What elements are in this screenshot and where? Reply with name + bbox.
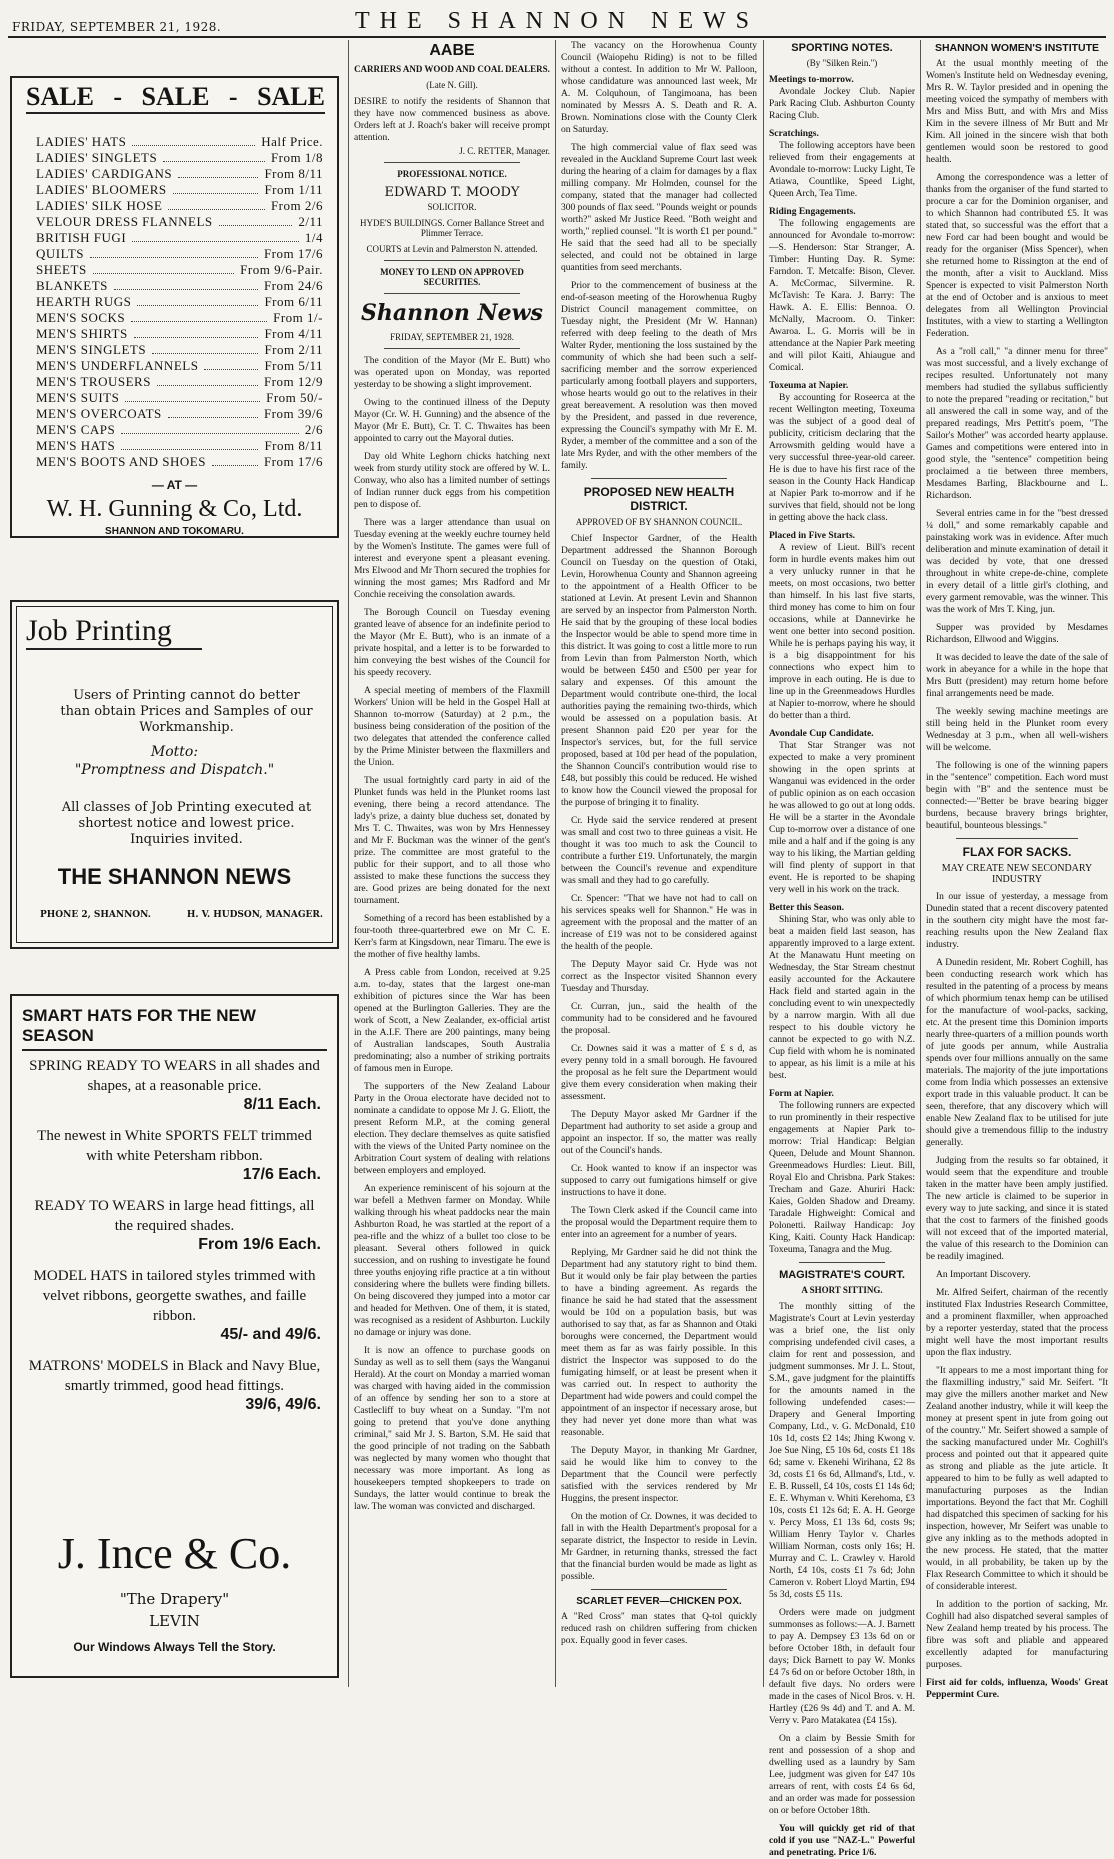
leader-dots (114, 278, 258, 290)
riding-head: Riding Engagements. (769, 207, 856, 217)
meetings-head: Meetings to-morrow. (769, 75, 854, 85)
sale-item-name: LADIES' CARDIGANS (36, 166, 173, 181)
sporting-byline: (By "Silken Rein.") (806, 58, 878, 68)
column-5 (926, 40, 1108, 1700)
job-printing-line2: All classes of Job Printing executed at shortest notice and lowest price. Inquiries invited. (61, 800, 312, 847)
gunning-firm-name: W. H. Gunning & Co, Ltd. (46, 496, 303, 522)
news-paragraph: The Deputy Mayor, in thanking Mr Gardner, said he would like him to convey to the Department that the Council were perfectly satisfied with the services rendered by Mr Huggins, the present inspector. (561, 1446, 757, 1504)
sale-item (36, 390, 323, 406)
hat-item-price: 17/6 Each. (242, 1166, 321, 1183)
shannon-news-banner: THE SHANNON NEWS (57, 864, 292, 889)
sale-item-price: 2/6 (304, 422, 323, 437)
column-4 (769, 40, 915, 1858)
sale-item-name: QUILTS (36, 246, 85, 261)
job-printing-title: Job Printing (26, 614, 202, 650)
sale-item (36, 182, 323, 198)
hat-item-text: SPRING READY TO WEARS in all shades and shapes, at a reasonable price. (29, 1058, 320, 1094)
form-body: The following runners are expected to run prominently in their respective engagements at Napier Park to-morrow: Trial Handicap: Belgian Queen, Delude and Mount Shannon. Greenmeadows Hurdles: Lieut. Bill, Royal Elo and Chrisbna. Park Stakes: Trecham and Gaze. Ahuriri Hack: Kaies, Golden Shadow and Dreamy. Taradale Highweight: Comical and Polonetti. Railway Handicap: Joy King, Kaiti. County Hack Handicap: Toxeuma, Tanagra and the Mug. (769, 1101, 915, 1255)
nazl-ad: You will quickly get rid of that cold if you use "NAZ-L." Powerful and penetrating. Price 1/6. (769, 1824, 915, 1858)
news-paragraph: Owing to the continued illness of the Deputy Mayor (Cr. W. H. Gunning) and the absence of the Mayor (Mr E. Butt), Cr. T. C. Thwaites has been appointed to carry out the Mayoral duties. (354, 398, 550, 444)
womens-institute-title: SHANNON WOMEN'S INSTITUTE (934, 42, 1100, 54)
scarlet-fever-title: SCARLET FEVER—CHICKEN POX. (576, 1596, 742, 1607)
flax-subtitle: MAY CREATE NEW SECONDARY INDUSTRY (941, 863, 1093, 885)
leader-dots (204, 358, 258, 370)
court-body-3: On a claim by Bessie Smith for rent and possession of a shop and dwelling used as a laundry by Sam Lee, judgment was given for £47 10s arrears of rent, with costs £4 6s 6d, and an order was made for possession on or before October 18th. (769, 1734, 915, 1816)
leader-dots (121, 438, 258, 450)
sale-item-name: MEN'S SHIRTS (36, 326, 128, 341)
news-paragraph: A special meeting of members of the Flaxmill Workers' Union will be held in the Gospel Hall at Shannon to-morrow (Saturday) at 2 p.m., the business being consideration of the position of the two delegates that attended the conference called by the Prime Minister between the flaxmillers and the Union. (354, 686, 550, 768)
leader-dots (121, 422, 299, 434)
news-paragraph: The usual fortnightly card party in aid of the Plunket funds was held in the Plunket rooms last evening, there being a record attendance. The lady's prize, a dainty blue duchess set, donated by Mrs T. C. Thwaites, was won by Mrs Hennessey and Mr F. Buckman was the winner of the gent's prize. The committee are most grateful to the public for their support, and to all those who assisted to make these functions the success they are. Good prizes are being donated for the next tournament. (354, 776, 550, 906)
sale-item (36, 134, 323, 150)
sale-item-name: BRITISH FUGI (36, 230, 127, 245)
news-paragraph: The weekly sewing machine meetings are still being held in the Plunket room every Wednesday at 3 p.m., when all well-wishers will be welcome. (926, 707, 1108, 753)
sale-item (36, 422, 323, 438)
sale-item-name: VELOUR DRESS FLANNELS (36, 214, 213, 229)
magistrates-court-subtitle: A SHORT SITTING. (801, 1285, 883, 1295)
news-paragraph: A Press cable from London, received at 9.25 a.m. to-day, states that the largest one-man exhibition of pictures since the War has been opened at the Burlington Galleries. They are the work of Scott, a New Zealander, ex-official artist in the A.I.F. There are 200 paintings, many being of Australian landscapes, South Australia predominating; also a number of striking portraits of famous men in Europe. (354, 968, 550, 1074)
sale-item (36, 262, 323, 278)
leader-dots (137, 294, 258, 306)
news-paragraph: The Deputy Mayor asked Mr Gardner if the Department had authority to set aside a group and appoint an inspector. If so, the matter was really out of the Council's hands. (561, 1110, 757, 1156)
sale-item-name: MEN'S HATS (36, 438, 116, 453)
job-printing-line1: Users of Printing cannot do better than obtain Prices and Samples of our Workmanship. (60, 688, 313, 735)
news-paragraph: A Dunedin resident, Mr. Robert Coghill, has been conducting research work which has resulted in the patenting of a process by means of which phormium tenax hemp can be utilised for the manufacture of wool-packs, sacking, etc. At the present time this Dominion imports nearly three-quarters of a million pounds worth of jute goods per annum, while Australia spends over four millions annually on the same materials. The majority of the jute importations come from India which possesses an extensive export trade in this valuable product. It can be seen, therefore, that any discovery which will enable New Zealand flax to be utilised for jute should give a tremendous fillip to the industry generally. (926, 958, 1108, 1148)
sale-item-name: LADIES' BLOOMERS (36, 182, 167, 197)
placed-body: A review of Lieut. Bill's recent form in hurdle events makes him out a very unlucky runner in that he meets, on most occasions, two better than himself. In his last five starts, third money has come to him on four occasions, while at Dannevirke he went one better into second position. While he is perhaps paying his way, it is a big disappointment for his connections who expect him to improve in each outing. He is due to line up in the Greenmeadows Hurdles at Napier to-morrow, where he should do better than a third. (769, 543, 915, 721)
leader-dots (212, 454, 258, 466)
editorial-date: FRIDAY, SEPTEMBER 21, 1928. (389, 332, 515, 342)
hat-item (28, 1356, 321, 1414)
better-head: Better this Season. (769, 903, 845, 913)
local-news (354, 355, 550, 1513)
hats-list (28, 1056, 321, 1426)
leader-dots (168, 198, 265, 210)
sale-item-price: From 17/6 (263, 454, 323, 469)
sale-item-name: LADIES' SINGLETS (36, 150, 158, 165)
news-paragraph: It was decided to leave the date of the sale of work in abeyance for a while in the hope that Mrs Butt (president) may return home before final arrangements need be made. (926, 653, 1108, 699)
leader-dots (131, 310, 267, 322)
column-2 (354, 40, 550, 1687)
motto-label: Motto: (150, 744, 199, 760)
news-paragraph: In addition to the portion of sacking, Mr. Coghill had also dispatched several samples of New Zealand hemp treated by his process. The fibre was soft and pliable and appeared excellently adapted for manufacturing purposes. (926, 1600, 1108, 1670)
sale-item (36, 294, 323, 310)
toxeuma-body: By accounting for Roseerca at the recent Wellington meeting, Toxeuma was the subject of a good deal of publicity, criticism declaring that the Arrowsmith gelding would have a very successful three-year-old career. He is due to have his first race of the season in the County Hack Handicap at Napier Park to-morrow and if he survives that field, should not be long in getting above the hack class. (769, 393, 915, 523)
solicitor-role: SOLICITOR. (427, 202, 477, 212)
news-paragraph: Prior to the commencement of business at the end-of-season meeting of the Horowhenua Rugby District Council management committee, on Tuesday night, the President (Mr W. Hannan) referred with deep feeling to the death of Mrs Walter Ryder, mentioning the loss sustained by the community of which she had been such a self-sacrificing member and the sorrow experienced particularly among football players and supporters, whose hearts would go out to the relatives in their great bereavement. A resolution was then moved by the President, and passed in due reverence, expressing the Council's sympathy with Mr E. M. Ryder, a member of the committee and a son of the late Mrs Ryder, and with the other members of the family. (561, 281, 757, 471)
scratchings-head: Scratchings. (769, 129, 819, 139)
news-paragraph: Chief Inspector Gardner, of the Health Department addressed the Shannon Borough Council on Tuesday on the question of Otaki, Levin, Horowhenua County and Shannon agreeing to the appointment of a Health Officer to be stationed at Levin. At present Levin and Shannon are served by an inspector from Palmerston North. He said that by the grouping of these local bodies the Inspector would be able to spend more time in this district. It was going to cost a little more to run from Levin than from Palmerston North, which would be between £450 and £500 per year for salary and expenses. Of this amount the Department would contribute one-third, the local authorities paying the remaining two-thirds, which would be assessed on a population basis. At present Shannon paid £20 per year for the Inspector's services, but, for the full service proposed, based at 10d per head of the population, the Shannon Council's contribution would rise to £48, but possibly this could be reduced. He wished to know how the Council viewed the proposal for the purpose of bringing it to finality. (561, 534, 757, 808)
news-paragraph: In our issue of yesterday, a message from Dunedin stated that a recent discovery patented in the southern city might have the most far-reaching results upon the New Zealand flax industry. (926, 892, 1108, 950)
aabe-body: DESIRE to notify the residents of Shannon that they have now commenced business as above. Orders left at J. Roach's baker will receive prompt attention. (354, 97, 550, 143)
sale-item-price: 1/4 (304, 230, 323, 245)
health-district-article (561, 533, 757, 1583)
sale-item-price: From 50/- (266, 390, 323, 405)
sale-item (36, 358, 323, 374)
news-paragraph: Several entries came in for the "best dressed ¼ doll," and some remarkably capable and painstaking work was in evidence. After much deliberation and minute examination of detail it was decided by vote, that one dressed throughout in white crepe-de-chine, complete in every detail of a little girl's clothing, and every garment removable, was the winner. This was the work of Mrs T. King, jun. (926, 509, 1108, 615)
sale-item (36, 214, 323, 230)
hat-item (28, 1196, 321, 1254)
health-district-title: PROPOSED NEW HEALTH DISTRICT. (583, 485, 735, 513)
news-paragraph: The condition of the Mayor (Mr E. Butt) who was operated upon on Monday, was reported yesterday to be showing a slight improvement. (354, 356, 550, 390)
cup-head: Avondale Cup Candidate. (769, 729, 874, 739)
leader-dots (132, 134, 255, 146)
news-paragraph: Supper was provided by Mesdames Richardson, Ellwood and Wiggins. (926, 623, 1108, 645)
news-paragraph: Judging from the results so far obtained, it would seem that the expenditure and trouble taken in the matter have been amply justified. The new article is claimed to be superior in every way to jute sacking, and since it is stated that the cost to farmers of the finished goods will not exceed that of the imported material, the value of this research to the Dominion can be readily imagined. (926, 1156, 1108, 1262)
sale-item-name: LADIES' HATS (36, 134, 127, 149)
smart-hats-ad (10, 994, 339, 1678)
sale-item (36, 198, 323, 214)
news-paragraph: There was a larger attendance than usual on Tuesday evening at the weekly euchre tourney held by the Women's Institute. The games were full of interest and everyone spent a pleasant evening. Mrs Elwood and Mr Thorn secured the trophies for winning the most games; Mrs Radford and Mr Conchie receiving the consolation awards. (354, 518, 550, 600)
sale-item-name: MEN'S SUITS (36, 390, 120, 405)
news-paragraph: Cr. Spencer: "That we have not had to call on his services speaks well for Shannon." He was in agreement with the proposal and the matter of an increase of £19 was not to be considered against the health of the people. (561, 894, 757, 952)
sale-item-price: From 8/11 (264, 166, 323, 181)
masthead (8, 4, 1106, 38)
magistrates-court-title: MAGISTRATE'S COURT. (779, 1269, 905, 1281)
sale-item-price: From 1/8 (270, 150, 323, 165)
leader-dots (125, 390, 260, 402)
council-news (561, 40, 757, 472)
sale-item-price: From 9/6-Pair. (240, 262, 323, 277)
sale-item (36, 150, 323, 166)
news-paragraph: Day old White Leghorn chicks hatching next week from sturdy utility stock are offered by W. L. Conway, who also has a limited number of settings of Indian runner duck eggs from his competition pen to dispose of. (354, 452, 550, 510)
news-paragraph: Cr. Hyde said the service rendered at present was small and cost two to three guineas a visit. He thought it was too much to ask the Council to contribute a further £19. Unfortunately, the margin between the Council's revenue and expenditure was small and they had to go carefully. (561, 816, 757, 886)
leader-dots (134, 326, 259, 338)
news-paragraph: Cr. Curran, jun., said the health of the community had to be considered and he favoured the proposal. (561, 1002, 757, 1036)
sale-item (36, 454, 323, 470)
health-district-subtitle: APPROVED OF BY SHANNON COUNCIL. (575, 517, 743, 527)
smart-hats-title: SMART HATS FOR THE NEW SEASON (22, 1006, 327, 1051)
flax-title: FLAX FOR SACKS. (962, 845, 1072, 859)
form-head: Form at Napier. (769, 1089, 834, 1099)
sale-item (36, 278, 323, 294)
sale-item-name: MEN'S TROUSERS (36, 374, 151, 389)
hat-item (28, 1056, 321, 1114)
hat-item-price: 39/6, 49/6. (245, 1396, 321, 1413)
solicitor-courts: COURTS at Levin and Palmerston N. attended. (366, 244, 538, 254)
ince-firm-name: J. Ince & Co. (57, 1529, 292, 1578)
column-3 (561, 40, 757, 1687)
sale-word: SALE (141, 82, 210, 111)
news-paragraph: Cr. Hook wanted to know if an inspector was supposed to carry out fumigations himself or give instructions to have it done. (561, 1164, 757, 1198)
news-paragraph: At the usual monthly meeting of the Women's Institute held on Wednesday evening, Mrs R. W. Taylor presided and in opening the meeting voiced the sympathy of members with Mrs and Miss Butt, and with Mrs and Miss Kim in the severe illness of Mr Butt and Mr Kim. All joined in the sincere wish that both gentlemen would soon be restored to good health. (926, 59, 1108, 165)
ince-tagline: "The Drapery" (119, 1590, 230, 1608)
leader-dots (93, 262, 234, 274)
sale-ad (10, 76, 339, 538)
sale-item (36, 374, 323, 390)
cup-body: That Star Stranger was not expected to make a very prominent showing in the open sprints at Wanganui was evidenced in the order of public opinion as on each occasion he was allowed to go out at long odds. He will be a starter in the Avondale Cup to-morrow over a distance of one mile and a half and if the going is any way to his liking, the Martian gelding will find plenty of support in that event. He is reported to be shaping very well in his work on the track. (769, 741, 915, 895)
sale-item (36, 438, 323, 454)
news-paragraph: Replying, Mr Gardner said he did not think the Department had any statutory right to bind them. But it would only be fair play between the parties to have a binding agreement. As regards the finance he said he had stated that the assessment would be 10d on a population basis, but was authorised to say that, as far as Shannon and Otaki boroughs were concerned, the Department would meet them as far as was fairly possible. In this district the Inspector was supposed to do the fumigating himself, or at least be present when it was carried out. In respect to authority the Department had wide powers and could compel the appointment of an inspector if necessary arose, but they had never yet done more than what was reasonable. (561, 1248, 757, 1438)
womens-institute-article (926, 58, 1108, 832)
sale-item-price: From 2/6 (270, 198, 323, 213)
sale-item-price: From 12/9 (263, 374, 323, 389)
sale-item-price: 2/11 (298, 214, 323, 229)
news-paragraph: The Borough Council on Tuesday evening granted leave of absence for an indefinite period to the Mayor (Mr E. Butt), who is an inmate of a private hospital, and a letter is to be forwarded to him conveying the best wishes of the Council for his speedy recovery. (354, 608, 550, 678)
solicitor-address: HYDE'S BUILDINGS. Corner Ballance Street and Plimmer Terrace. (359, 218, 545, 238)
sale-item (36, 230, 323, 246)
sale-item (36, 310, 323, 326)
sale-item (36, 166, 323, 182)
scratchings: The following acceptors have been relieved from their engagements at Avondale to-morrow: Lucky Light, Te Atiawa, Countlike, Speed Light, Queen Arch, Tea Time. (769, 141, 915, 199)
job-printing-ad (10, 600, 339, 949)
sale-item-price: From 8/11 (264, 438, 323, 453)
leader-dots (90, 246, 258, 258)
manager-name: H. V. HUDSON, MANAGER. (186, 910, 323, 920)
sale-dash: - (113, 82, 123, 111)
sale-item-price: From 39/6 (263, 406, 323, 421)
aabe-title: AABE (429, 42, 475, 59)
sale-item (36, 326, 323, 342)
sale-item-name: MEN'S SINGLETS (36, 342, 147, 357)
sale-item-price: From 17/6 (263, 246, 323, 261)
at-label: — AT — (151, 478, 198, 492)
aabe-late: (Late N. Gill). (426, 80, 478, 90)
hat-item (28, 1126, 321, 1184)
sale-item-name: LADIES' SILK HOSE (36, 198, 163, 213)
news-paragraph: The following is one of the winning papers in the "sentence" competition. Each word must begin with "B" and the sentence must be connected:—"Better be brave bearing bigger burdens, because bravery brings brighter, beautiful, bounteous blessings." (926, 761, 1108, 831)
hat-item-text: MODEL HATS in tailored styles trimmed with velvet ribbons, georgette swathes, and faille ribbon. (33, 1268, 316, 1324)
solicitor-name: EDWARD T. MOODY (384, 185, 520, 200)
ince-town: LEVIN (149, 1612, 200, 1630)
meetings: Avondale Jockey Club. Napier Park Racing Club. Ashburton County Racing Club. (769, 87, 915, 121)
riding-engagements: The following engagements are announced for Avondale to-morrow:—S. Henderson: Star Stranger, A. Timber: Hunting Day. R. Syme: Farndon. T. Metcalfe: Bison, Clever. A. McCormac, Silvermine. R. McTavish: Te Kara. J. Barry: The Hawk. A. E. Ellis: Bennoa. O. McNally, Macroom. O. Tinker: Awaroa. L. G. Morris will be in attendance at the Napier Park meeting and will pilot Kaiti, Ahiaugue and Comical. (769, 219, 915, 373)
news-paragraph: It is now an offence to purchase goods on Sunday as well as to sell them (says the Wanganui Herald). At the court on Monday a married woman was charged with having aided in the commission of an offence by sending her son to a store at Castlecliff to buy wheat on a Sunday. "I'm not going to pretend that you've done anything criminal," said Mr J. S. Barton, S.M. He said that the good principle of not trading on the Sabbath was neglected by many women who thought that necessary was more important. As long as housekeepers tempted shopkeepers to trade on Sundays, the latter would continue to break the law. The woman was convicted and discharged. (354, 1346, 550, 1512)
peppermint-cure-ad: First aid for colds, influenza, Woods' Great Peppermint Cure. (926, 1678, 1108, 1700)
hat-item-text: The newest in White SPORTS FELT trimmed with white Petersham ribbon. (37, 1128, 312, 1164)
better-body: Shining Star, who was only able to beat a maiden field last season, has apparently improved to a large extent. At the Manawatu Hunt meeting on Wednesday, the Star Stream chestnut easily accounted for the Ackautere Hack field and started again in the concluding event to win unexpectedly by a narrow margin. With all due respect to his double victory he cannot be expected to go with N.Z. Cup field with whom he is nominated to appear, as his limit is a mile at his best. (769, 915, 915, 1081)
sale-item-name: HEARTH RUGS (36, 294, 132, 309)
sale-item-name: BLANKETS (36, 278, 108, 293)
hat-item-price: 45/- and 49/6. (220, 1326, 321, 1343)
leader-dots (132, 230, 299, 242)
leader-dots (152, 342, 258, 354)
gunning-location: SHANNON AND TOKOMARU. (105, 526, 244, 537)
leader-dots (157, 374, 258, 386)
sale-item-name: MEN'S CAPS (36, 422, 116, 437)
sale-word: SALE (257, 82, 325, 111)
professional-notice-head: PROFESSIONAL NOTICE. (397, 169, 507, 179)
sale-item-price: Half Price. (261, 134, 323, 149)
placed-head: Placed in Five Starts. (769, 531, 856, 541)
leader-dots (219, 214, 293, 226)
sporting-notes-title: SPORTING NOTES. (791, 42, 893, 54)
sale-price-list (36, 134, 323, 470)
court-body-1: The monthly sitting of the Magistrate's Court at Levin yesterday was a brief one, the list only comprising undefended civil cases, a claim for rent and possession, and judgment summonses. Mr J. L. Stout, S.M., gave judgment for the plaintiffs for the amounts named in the following undefended cases:—Drapery and General Importing Company, Ltd., v. G. McDonald, £10 10s 1d, costs £2 14s; Jhing Kwong v. Joe Sue Ning, £5 10s 6d, costs £1 18s 6d; same v. Ekenehi Wirihana, £2 8s 3d, costs £1 6s 6d, Allmand's, Ltd., v. E. B. Russell, £4 10s, costs £1 14s 6d; E. E. Whyman v. Whiti Kerehoma, £3 10s, costs £1 12s 6d; E. A. H. George v. Percy Moss, £1 13s 6d, costs 9s; William Henry Taylor v. Charles William Norman, costs only 16s; H. Murray and C. L. Crawley v. Harold North, £4 10s, costs £1 7s 6d; John Cameron v. Robert Lloyd Martin, £94 5s 3d, costs £5 11s. (769, 1302, 915, 1600)
money-to-lend: MONEY TO LEND ON APPROVED SECURITIES. (380, 267, 524, 287)
aabe-subtitle: CARRIERS AND WOOD AND COAL DEALERS. (354, 64, 550, 74)
paper-title: THE SHANNON NEWS (355, 8, 759, 34)
news-paragraph: An Important Discovery. (936, 1270, 1031, 1280)
leader-dots (178, 166, 258, 178)
news-paragraph: "It appears to me a most important thing for the flaxmilling industry," said Mr. Seifert. "It may give the millers another market and New Zealand another industry, while it will keep the money at present spent in jute from going out of the country." Mr. Seifert showed a sample of the sacking manufactured under Mr. Coghill's process and pointed out that it appeared quite as strong and pliable as the jute article. It appeared to him to be fully as well adapted to manufacturing purposes as the Indian importations. Beyond the fact that Mr. Coghill had dispatched this specimen of sacking for his inspection, however, Mr Seifert was unable to give any inkling as to the methods adopted in the new process. He stated, that the matter would, in all probability, be taken up by the Flax Research Committee to which it should be of considerable interest. (926, 1366, 1108, 1592)
shannon-news-nameplate: Shannon News (361, 300, 543, 326)
hat-item-text: READY TO WEARS in large head fittings, all the required shades. (34, 1198, 315, 1234)
leader-dots (168, 406, 258, 418)
phone-number: PHONE 2, SHANNON. (40, 910, 151, 920)
news-paragraph: As a "roll call," "a dinner menu for three" was most successful, and a lively exchange of recipes resulted. Unfortunately not many members had studied the syllabus sufficiently to note the prepared "reading or recitation," but all answered the call in some way, and of the prepared readings, Mrs Pettitt's poem, "The Sailor's Mother" was accorded hearty applause. Games and competitions were entered into in good style, the "sentence" competition being proclaimed a tie between three members, Mesdames Barling, Blackbourne and L. Richardson. (926, 347, 1108, 501)
sale-dash: - (228, 82, 238, 111)
hat-item (28, 1266, 321, 1344)
sale-item (36, 246, 323, 262)
sale-item (36, 406, 323, 422)
news-paragraph: An experience reminiscent of his sojourn at the war befell a Methven farmer on Monday. While walking through his wheat paddocks near the main Ashburton Road, he was startled at the report of a pea-rifle and the whizz of a bullet too close to be pleasant. Several others followed in quick succession, and on rushing to investigate he found three youths enjoying rifle practice at a tin without considering where the bullets were finding billets. On being discovered they jumped into a motor car and headed for Methven. One of them, it is stated, was recognised as a resident of Ashburton. Luckily no damage or injury was done. (354, 1184, 550, 1338)
news-paragraph: Cr. Downes said it was a matter of £ s d, as every penny told in a small borough. He favoured the proposal as he felt sure the Department would give them every consideration when making their assessment. (561, 1044, 757, 1102)
news-paragraph: The Town Clerk asked if the Council came into the proposal would the Department require them to enter into an agreement for a number of years. (561, 1206, 757, 1240)
sale-item-price: From 4/11 (264, 326, 323, 341)
sale-item-price: From 1/- (273, 310, 323, 325)
news-paragraph: The Deputy Mayor said Cr. Hyde was not correct as the Inspector visited Shannon every Tuesday and Thursday. (561, 960, 757, 994)
sale-item-price: From 1/11 (264, 182, 323, 197)
sale-item-name: MEN'S UNDERFLANNELS (36, 358, 199, 373)
sale-word: SALE (26, 82, 94, 111)
sale-item (36, 342, 323, 358)
motto: "Promptness and Dispatch." (74, 762, 275, 778)
flax-article (926, 891, 1108, 1671)
news-paragraph: The vacancy on the Horowhenua County Council (Waiopehu Riding) is not to be filled without a contest. In addition to Mr W. Palloon, whose candidature was announced last week, Mr A. M. Colquhoun, of Tangimoana, has been nominated by Messrs A. S. Death and R. A. Brown. Nominations close with the County Clerk on Saturday. (561, 41, 757, 135)
toxeuma-head: Toxeuma at Napier. (769, 381, 849, 391)
hat-item-price: 8/11 Each. (243, 1096, 321, 1113)
aabe-signature: J. C. RETTER, Manager. (459, 146, 550, 156)
news-paragraph: Something of a record has been established by a four-tooth three-quarterbred ewe on Mr C. E. Kerr's farm at Kingsdown, near Timaru. The ewe is the mother of five healthy lambs. (354, 914, 550, 960)
news-paragraph: Among the correspondence was a letter of thanks from the organiser of the fund started to procure a car for the Dominion organiser, and to which Shannon had contributed £5. It was stated that, so successful was the effort that a new Ford car had been bought and would be ready for the organiser (Miss Spencer), when she returned home to Rissington at the end of the month, after a visit to Auckland. Miss Spencer is expected to visit Palmerston North at the end of October and is anxious to meet delegates from all Wellington Provincial Institutes, with a view to starting a Wellington Federation. (926, 173, 1108, 339)
news-paragraph: On the motion of Cr. Downes, it was decided to fall in with the Health Department's proposal for a separate district, the Inspector to reside in Levin. Mr Gardner, in returning thanks, stressed the fact that the financial burden would be made as light as possible. (561, 1512, 757, 1582)
news-paragraph: Mr. Alfred Seifert, chairman of the recently instituted Flax Industries Research Committee, and a prominent flaxmiller, when approached by a reporter yesterday, stated that the process might well have the most important results upon the flax industry. (926, 1288, 1108, 1358)
sale-item-name: SHEETS (36, 262, 87, 277)
leader-dots (173, 182, 259, 194)
leader-dots (163, 150, 265, 162)
court-body-2: Orders were made on judgment summonses as follows:—A. J. Barnett to pay A. Dempsey £3 13s 6d on or before October 18th, in default four days; Dick Barnett to pay W. Monks £4 7s 6d on or before October 18th, in default five days. No orders were made in the cases of Nicol Bros. v. H. Hartley (£26 9s 4d) and T. and A. M. Verry v. Paro Matakatea (£4 15s). (769, 1608, 915, 1726)
issue-date: FRIDAY, SEPTEMBER 21, 1928. (12, 20, 222, 34)
scarlet-fever-body: A "Red Cross" man states that Q-tol quickly reduced rash on children suffering from chicken pox. Equally good in fever cases. (561, 1612, 757, 1646)
sale-item-name: MEN'S BOOTS AND SHOES (36, 454, 206, 469)
ince-footer: Our Windows Always Tell the Story. (73, 1640, 276, 1654)
sale-item-price: From 6/11 (264, 294, 323, 309)
sale-item-price: From 5/11 (264, 358, 323, 373)
sale-item-price: From 2/11 (264, 342, 323, 357)
sale-item-name: MEN'S OVERCOATS (36, 406, 162, 421)
hat-item-price: From 19/6 Each. (198, 1236, 321, 1253)
news-paragraph: The supporters of the New Zealand Labour Party in the Oroua electorate have decided not to nominate a candidate to oppose Mr J. G. Eliott, the present Reform M.P., at the coming general election. They declare themselves as quite satisfied with the views of the United Party nominee on the Arbitration Court system of dealing with relations between employers and employed. (354, 1082, 550, 1176)
news-paragraph: The high commercial value of flax seed was revealed in the Auckland Supreme Court last week during the hearing of a claim for damages by a flax milling company. Mr Holmden, counsel for the company, stated that the manager had collected 300 pounds of flax seed. "Pounds weight or pounds worth?" asked Mr Justice Reed. "Both weight and worth," replied counsel. "It is worth £1 per pound." He said that the seed had all to be specially selected, and could not be obtained in large quantities from seed merchants. (561, 143, 757, 273)
sale-item-price: From 24/6 (263, 278, 323, 293)
hat-item-text: MATRONS' MODELS in Black and Navy Blue, smartly trimmed, good head fittings. (28, 1358, 321, 1394)
sale-item-name: MEN'S SOCKS (36, 310, 126, 325)
